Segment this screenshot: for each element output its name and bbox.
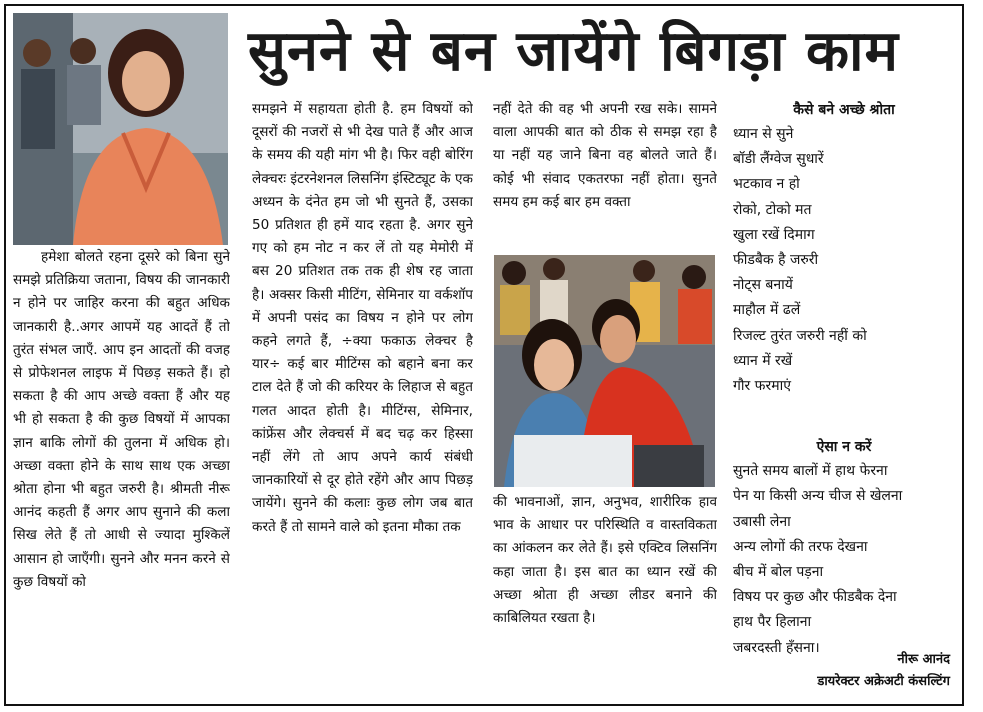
list-item: सुनते समय बालों में हाथ फेरना [733, 463, 888, 480]
list-item: विषय पर कुछ और फीडबैक देना [733, 589, 897, 606]
column-2 [252, 98, 473, 698]
column-3-top-text: नहीं देते की वह भी अपनी रख सके। सामने वाला आपकी बात को ठीक से समझ रहा है या नहीं यह जाने बिना वह बोलते जाते हैं। कोई भी संवाद एकतरफा नहीं होता। सुनते समय हम कई बार हम वक्ता [493, 101, 717, 210]
column-1 [13, 246, 230, 698]
list-item: जबरदस्ती हँसना। [733, 639, 820, 656]
list-item: ध्यान में रखें [733, 352, 793, 369]
list-item: गौर फरमाएं [733, 378, 791, 395]
dont-list-title: ऐसा न करें [816, 439, 872, 456]
list-item: पेन या किसी अन्य चीज से खेलना [733, 488, 903, 505]
list-item: फीडबैक है जरुरी [733, 252, 819, 269]
list-item: माहौल में ढलें [733, 302, 801, 319]
headline: सुनने से बन जायेंगे बिगड़ा काम [248, 19, 899, 84]
list-item: नोट्स बनायें [733, 277, 793, 294]
column-2-text: समझने में सहायता होती है. हम विषयों को दूसरों की नजरों से भी देख पाते हैं और आज के समय की यही मांग भी है। फिर वही बोरिंग लेक्चरः इंटरनेशनल लिसनिंग इंस्टिट्यूट के एक अध्यन के दंनेत हम जो भी सुनते हैं, उसका 50 प्रतिशत ही हमें याद रहता है. अगर सुने गए को हम नोट न कर लें तो यह मेमोरी में बस 20 प्रतिशत तक तक ही शेष रह जाता है। अक्सर किसी मीटिंग, सेमिनार या वर्कशॉप में अपनी पसंद का विषय न होने पर लोग कहने लगते हैं, ÷क्या फकाऊ लेक्चर है यार÷ कई बार मीटिंग्स को बहाने बना कर टाल देते हैं जो की करियर के लिहाज से बहुत गलत आदत होती है। मीटिंग्स, सेमिनार, कांफ्रेंस और लेक्चर्स में बद चढ़ कर हिस्सा नहीं लेंगे तो आप अपने कार्य संबंधी जानकारियों से दूर होते रहेंगे और आप पिछड़ जायेंगे। सुनने की कलाः कुछ लोग जब बात करते हैं तो सामने वाले को इतना मौका तक [252, 101, 473, 535]
list-item: ध्यान से सुने [733, 126, 794, 142]
dont-list [733, 459, 955, 661]
column-1-text: हमेशा बोलते रहना दूसरे को बिना सुने समझे प्रतिक्रिया जताना, विषय की जानकारी न होने पर जाहिर करना की बहुत अधिक जानकारी है..अगर आपमें यह आदतें हैं तो तुरंत संभल जाएँ. आप इन आदतों की वजह से प्रोफेशनल लाइफ में पिछड़ सकते हैं। हो सकता है की आप अच्छे वक्ता हैं और यह भी हो सकता है की कुछ विषयों में आपका ज्ञान बाकि लोगों की तुलना में अधिक हो। अच्छा वक्ता होने के साथ साथ एक अच्छा श्रोता होना भी बहुत जरुरी है। श्रीमती नीरू आनंद कहती हैं अगर आप सुनाने की कला सिख लेते हैं तो आधी से ज्यादा मुश्किलें आसान हो जाएँगी। सुनने और मनन करने से कुछ विषयों को [13, 249, 230, 590]
list-item: रोको, टोको मत [733, 201, 812, 218]
list-item: बीच में बोल पड़ना [733, 564, 824, 581]
author-name: नीरू आनंद [897, 652, 950, 667]
column-3-bottom-text: की भावनाओं, ज्ञान, अनुभव, शारीरिक हाव भाव के आधार पर परिस्थिति व वास्तविकता का आंकलन कर लेते हैं। इसे एक्टिव लिसनिंग कहा जाता है। इस बात का ध्यान रखें की अच्छा श्रोता ही अच्छा लीडर बनाने की काबिलियत रखता है। [493, 494, 717, 627]
list-item: खुला रखें दिमाग [733, 226, 815, 243]
list-item: रिजल्ट तुरंत जरुरी नहीं को [733, 327, 867, 344]
list-item: अन्य लोगों की तरफ देखना [733, 538, 868, 555]
do-list-title: कैसे बने अच्छे श्रोता [793, 102, 895, 118]
list-item: भटकाव न हो [733, 176, 800, 193]
author-photo [13, 13, 228, 245]
students-photo [494, 255, 715, 487]
column-3-bottom [493, 491, 717, 698]
list-item: हाथ पैर हिलाना [733, 614, 812, 631]
tips-sidebar [733, 98, 955, 698]
list-item: उबासी लेना [733, 513, 791, 530]
list-item: बॉडी लैंग्वेज सुधारें [733, 151, 824, 168]
author-designation: डायरेक्टर अक्रेअटी कंसल्टिंग [817, 674, 950, 689]
column-3-top [493, 98, 717, 238]
do-list [733, 122, 955, 399]
